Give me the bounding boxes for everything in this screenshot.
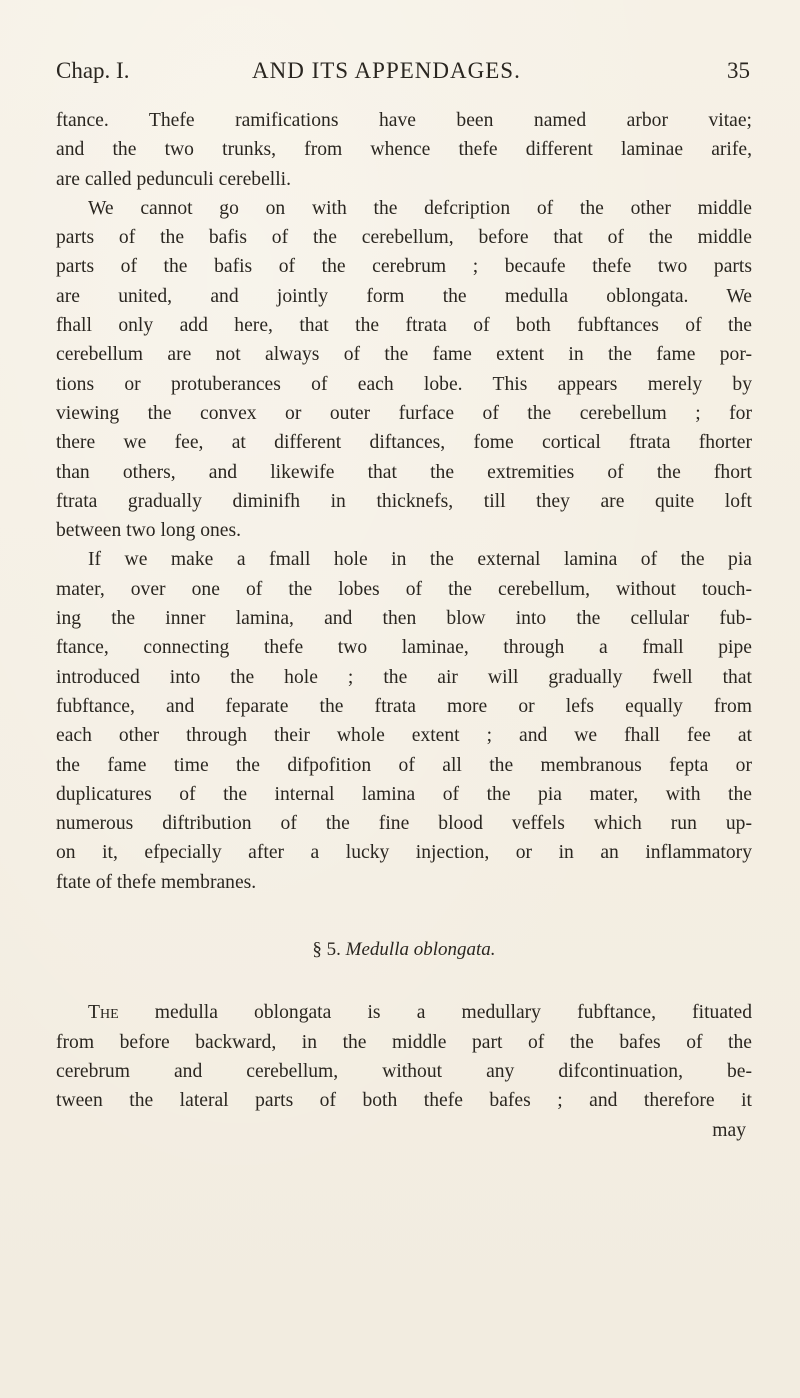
text-line: tween the lateral parts of both thefe bafes ; and therefore it — [56, 1090, 752, 1112]
lead-word: The — [88, 1002, 119, 1024]
catchword: may — [712, 1119, 746, 1141]
text-line: each other through their whole extent ; and we fhall fee at — [56, 725, 752, 747]
page-number: 35 — [727, 58, 750, 83]
first-line-text: medulla oblongata is a medullary fubftance, fituated — [154, 1002, 752, 1024]
text-line: and the two trunks, from whence thefe different laminae arife, — [56, 139, 752, 161]
text-line: ftrata gradually diminifh in thicknefs, till they are quite loft — [56, 490, 752, 512]
text-line: ftate of thefe membranes. — [56, 871, 257, 893]
running-header — [56, 58, 750, 94]
paragraph-1 — [56, 106, 752, 194]
text-line: are united, and jointly form the medulla oblongata. We — [56, 285, 752, 307]
text-line: cerebellum are not always of the fame extent in the fame por- — [56, 344, 752, 366]
text-line: viewing the convex or outer furface of the cerebellum ; for — [56, 402, 752, 424]
text-line: We cannot go on with the defcription of the other middle — [88, 197, 752, 219]
text-line: introduced into the hole ; the air will gradually fwell that — [56, 666, 752, 688]
text-line: mater, over one of the lobes of the cerebellum, without touch- — [56, 578, 752, 600]
text-line: from before backward, in the middle part of the bafes of the — [56, 1031, 752, 1053]
section-title: Medulla oblongata. — [345, 939, 496, 961]
text-line: duplicatures of the internal lamina of the pia mater, with the — [56, 783, 752, 805]
text-line: numerous diftribution of the fine blood veffels which run up- — [56, 813, 752, 835]
text-line: are called pedunculi cerebelli. — [56, 168, 291, 190]
section-number: § 5. — [312, 939, 341, 961]
text-line: fubftance, and feparate the ftrata more or lefs equally from — [56, 695, 752, 717]
section-heading — [56, 935, 752, 964]
paragraph-3 — [56, 545, 752, 897]
paragraph-4 — [56, 998, 752, 1115]
text-line: ftance, connecting thefe two laminae, through a fmall pipe — [56, 637, 752, 659]
text-line: than others, and likewife that the extremities of the fhort — [56, 461, 752, 483]
text-line: the fame time the difpofition of all the membranous fepta or — [56, 754, 752, 776]
paragraph-2 — [56, 194, 752, 546]
text-line: parts of the bafis of the cerebrum ; becaufe thefe two parts — [56, 256, 752, 278]
text-line: fhall only add here, that the ftrata of both fubftances of the — [56, 315, 752, 337]
text-line: cerebrum and cerebellum, without any difcontinuation, be- — [56, 1060, 752, 1082]
body-text — [56, 106, 752, 1145]
text-line: parts of the bafis of the cerebellum, before that of the middle — [56, 227, 752, 249]
text-line: If we make a fmall hole in the external lamina of the pia — [88, 549, 752, 571]
text-line — [56, 998, 752, 1027]
running-title: AND ITS APPENDAGES. — [252, 58, 521, 83]
chapter-label: Chap. I. — [56, 58, 130, 83]
text-line: ing the inner lamina, and then blow into the cellular fub- — [56, 608, 752, 630]
text-line: on it, efpecially after a lucky injection, or in an inflammatory — [56, 842, 752, 864]
text-line: between two long ones. — [56, 520, 242, 542]
text-line: ftance. Thefe ramifications have been named arbor vitae; — [56, 110, 752, 131]
text-line: tions or protuberances of each lobe. This appears merely by — [56, 373, 752, 395]
text-line: there we fee, at different diftances, fome cortical ftrata fhorter — [56, 432, 752, 454]
